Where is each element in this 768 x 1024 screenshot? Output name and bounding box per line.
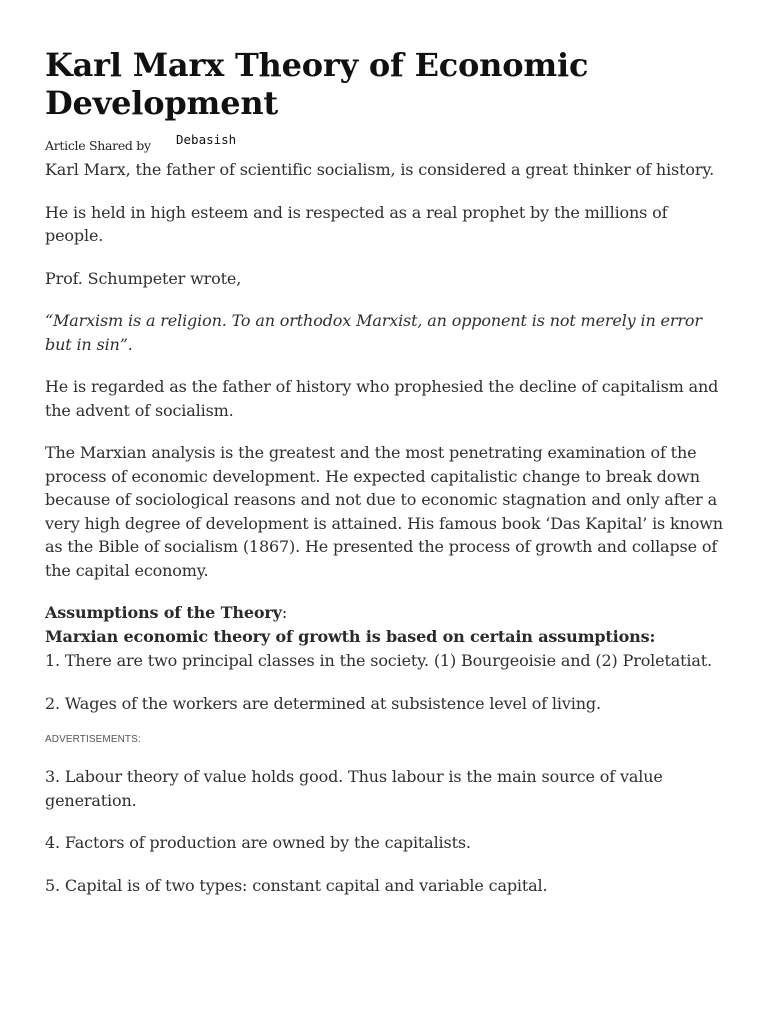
- byline-label: Article Shared by: [45, 138, 151, 153]
- assumption-item: 4. Factors of production are owned by the capitalists.: [45, 833, 471, 852]
- assumptions-subheading: Marxian economic theory of growth is based on certain assumptions:: [45, 627, 656, 646]
- assumption-item: 3. Labour theory of value holds good. Thus labour is the main source of value generation.: [45, 767, 663, 810]
- article-title: Karl Marx Theory of Economic Development: [45, 46, 589, 122]
- paragraph: He is regarded as the father of history who prophesied the decline of capitalism and the advent of socialism.: [45, 377, 719, 420]
- paragraph: He is held in high esteem and is respected as a real prophet by the millions of people.: [45, 202, 668, 245]
- paragraph: Prof. Schumpeter wrote,: [45, 268, 242, 288]
- assumptions-heading: [45, 601, 724, 625]
- assumption-item: 2. Wages of the workers are determined at subsistence level of living.: [45, 693, 601, 713]
- assumption-item: 1. There are two principal classes in the society. (1) Bourgeoisie and (2) Proletatiat.: [45, 651, 712, 670]
- advertisements-label: ADVERTISEMENTS:: [45, 734, 141, 745]
- author-link[interactable]: Debasish: [176, 132, 237, 147]
- assumptions-heading-text: Assumptions of the Theory: [45, 603, 282, 622]
- paragraph: The Marxian analysis is the greatest and the most penetrating examination of the process of economic development. He expected capitalistic change to break down because of sociological reasons and not due to economic stagnation and only after a very high degree of development is attained. His famous book ‘Das Kapital’ is known as the Bible of socialism (1867). He presented the process of growth and collapse of the capital economy.: [45, 443, 723, 580]
- assumption-item: 5. Capital is of two types: constant capital and variable capital.: [45, 875, 548, 895]
- byline: [45, 132, 724, 158]
- assumptions-heading-colon: :: [281, 603, 288, 622]
- quote-paragraph: “Marxism is a religion. To an orthodox Marxist, an opponent is not merely in error but in sin”.: [45, 311, 702, 354]
- paragraph: Karl Marx, the father of scientific socialism, is considered a great thinker of history.: [45, 160, 715, 179]
